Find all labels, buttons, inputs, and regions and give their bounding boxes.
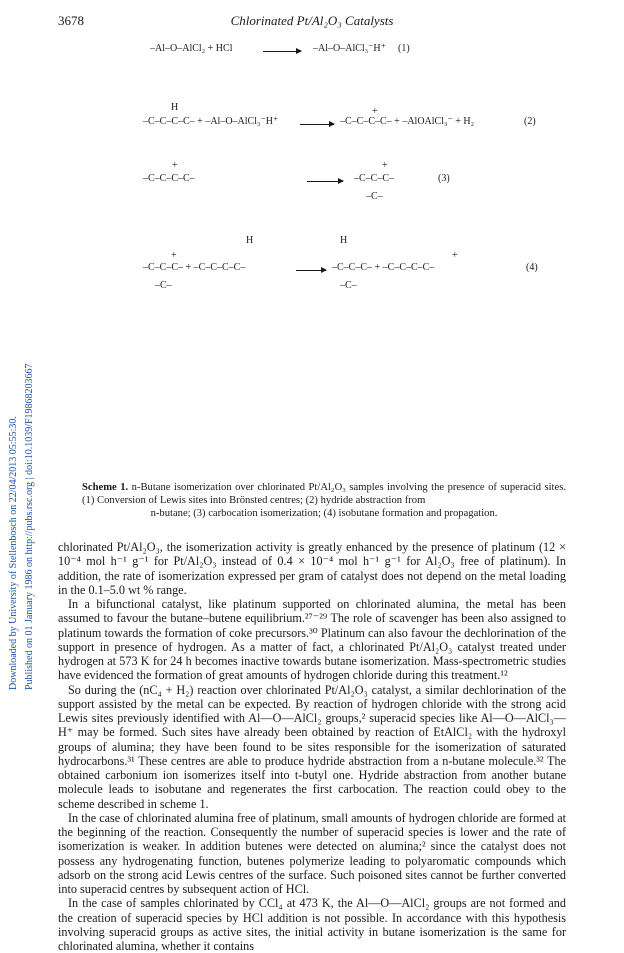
eq4-plus-1: + (171, 250, 177, 261)
caption-line-2: superacid sites. (1) Conversion of Lewis sites into Brönsted centres; (2) hydride abstraction from (82, 482, 566, 506)
scheme-caption (82, 481, 566, 520)
eq3-number: (3) (438, 173, 450, 184)
body-text (58, 540, 566, 953)
page-number: 3678 (58, 13, 84, 28)
eq4-h-2: H (340, 235, 348, 246)
paragraph-1: chlorinated Pt/Al₂O₃, the isomerization activity is greatly enhanced by the presence of platinum (12 × 10⁻⁴ mol h⁻¹ g⁻¹ for Pt/Al₂O₃ instead of 0.4 × 10⁻⁴ mol h⁻¹ g⁻¹ for Al₂O₃ free of platinum). In addition, the rate of isomerization expressed per gram of catalyst does not depend on the metal loading in the 0.1–5.0 wt % range. (58, 540, 566, 597)
eq4-branch-2: –C– (340, 280, 357, 291)
eq4-branch-1: –C– (155, 280, 172, 291)
running-title: Chlorinated Pt/Al₂O₃ Catalysts (230, 13, 394, 28)
eq1-right: –Al–O–AlCl₃⁻H⁺ (313, 43, 386, 54)
paragraph-2: In a bifunctional catalyst, like platinum supported on chlorinated alumina, the metal has been assumed to favour the butane–butene equilibrium.²⁷⁻²⁹ The role of scavenger has been also assigned to platinum towards the formation of coke precursors.³⁰ Platinum can also favour the dechlorination of the support in presence of hydrogen. As a matter of fact, a chlorinated Pt/Al₂O₃ catalyst treated under hydrogen at 573 K for 24 h becomes inactive towards butane isomerization. Mass-spectrometric studies have evidenced the formation of great amounts of hydrogen chloride during this treatment.¹² (58, 597, 566, 683)
sidebar-download-line[interactable]: Downloaded by University of Stellenbosch on 22/04/2013 05:55:30. (8, 416, 19, 690)
paragraph-4: In the case of chlorinated alumina free of platinum, small amounts of hydrogen chloride are formed at the beginning of the reaction. Consequently the number of superacid species is lower and the rate of isomerization is weaker. In addition butenes were detected on alumina;² since the catalyst does not possess any hydrogenating function, butenes polymerize leading to polyaromatic compounds which adsorb on the strong acid Lewis centres of the surface. Such poisoned sites cannot be further converted into superacid centres by subsequent action of HCl. (58, 810, 566, 896)
eq3-plus-left: + (172, 160, 178, 171)
eq2-number: (2) (524, 116, 536, 127)
eq2-arrow (300, 124, 334, 125)
eq3-branch: –C– (366, 191, 383, 202)
caption-label: Scheme 1. (82, 482, 129, 493)
eq1-left: –Al–O–AlCl₂ + HCl (150, 43, 233, 54)
eq4-plus-2: + (452, 250, 458, 261)
eq3-left: –C–C–C–C– (143, 173, 195, 184)
eq4-h-1: H (246, 235, 254, 246)
caption-line-1: n-Butane isomerization over chlorinated Pt/Al₂O₃ samples involving the presence of (131, 482, 497, 493)
eq2-plus: + (372, 106, 378, 117)
eq1-arrow (263, 51, 301, 52)
eq2-hydrogen: H (171, 102, 179, 113)
eq4-arrow (296, 270, 326, 271)
eq3-arrow (307, 181, 343, 182)
eq3-right: –C–C–C– (354, 173, 395, 184)
paragraph-5: In the case of samples chlorinated by CCl₄ at 473 K, the Al—O—AlCl₂ groups are not formed and the creation of superacid species by HCl addition is not possible. In accordance with this hypothesis involving superacid groups as active sites, the initial activity in butane isomerization is the same for chlorinated alumina, whether it contains (58, 896, 566, 953)
caption-line-3: n-butane; (3) carbocation isomerization; (4) isobutane formation and propagation. (150, 508, 498, 519)
provenance-sidebar (8, 190, 48, 690)
eq4-right: –C–C–C– + –C–C–C–C– (332, 262, 435, 273)
sidebar-doi-line[interactable]: Published on 01 January 1986 on http://pubs.rsc.org | doi:10.1039/F19868203667 (24, 363, 35, 690)
eq2-left: –C–C–C–C– + –Al–O–AlCl₃⁻H⁺ (143, 116, 279, 127)
paragraph-3: So during the (nC₄ + H₂) reaction over chlorinated Pt/Al₂O₃ catalyst, a similar dechlorination of the support assisted by the metal can be expected. By reaction of hydrogen chloride with the strong acid Lewis sites previously identified with Al—O—AlCl₂ groups,² superacid species like Al—O—AlCl₃—H⁺ may be formed. Such sites have already been obtained by reaction of EtAlCl₂ with the hydroxyl groups of alumina; they have been found to be sites responsible for the isomerization of saturated hydrocarbons.³¹ These centres are able to produce hydride abstraction from a n-butane molecule.³² The obtained carbonium ion isomerizes itself into t-butyl one. Hydride abstraction from another butane molecule leads to isobutane and regenerates the first carbocation. The reaction could obey to the scheme described in scheme 1. (58, 682, 566, 811)
eq3-plus-right: + (382, 160, 388, 171)
eq1-number: (1) (398, 43, 410, 54)
eq4-number: (4) (526, 262, 538, 273)
eq2-right: –C–C–C–C– + –AlOAlCl₃⁻ + H₂ (340, 116, 475, 127)
eq4-left: –C–C–C– + –C–C–C–C– (143, 262, 246, 273)
